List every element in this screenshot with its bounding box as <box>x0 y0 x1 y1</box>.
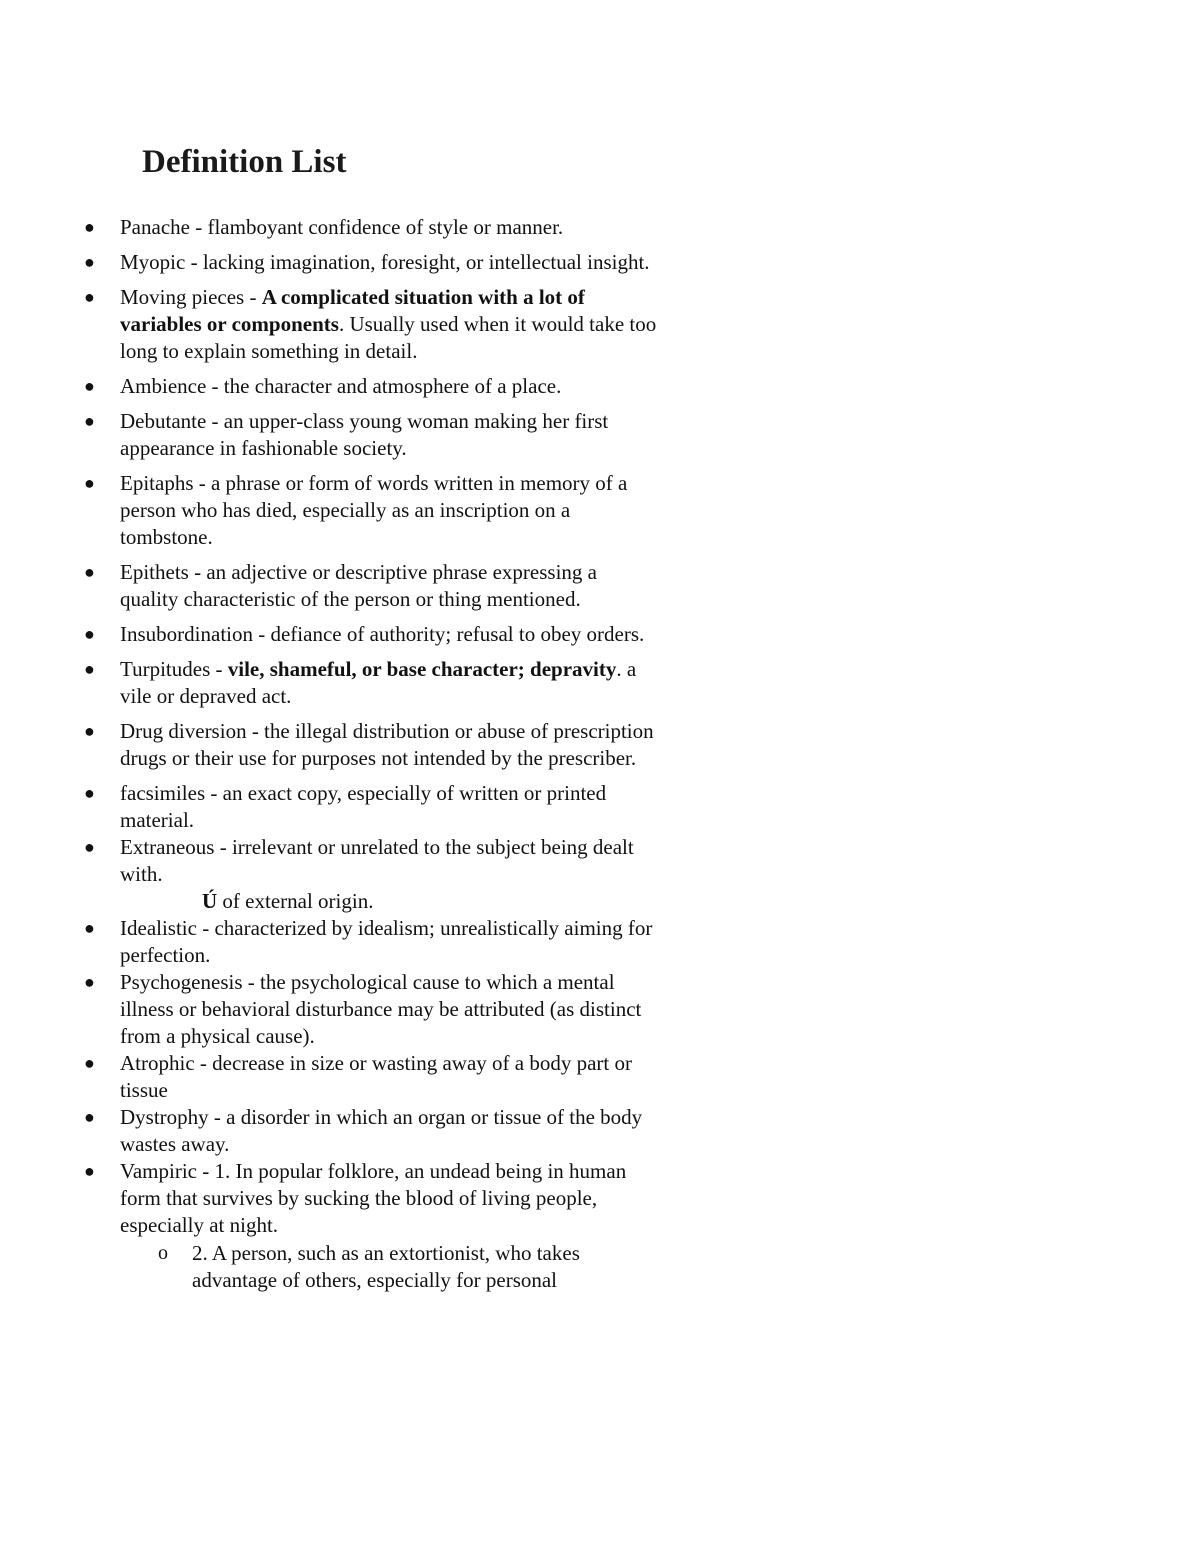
bullet-icon: ● <box>84 217 95 237</box>
list-item <box>0 1158 660 1294</box>
item-term: Moving pieces - <box>120 285 262 309</box>
list-item <box>0 214 660 241</box>
item-text: facsimiles - an exact copy, especially of written or printed material. <box>120 781 607 832</box>
list-item <box>0 470 660 551</box>
list-item <box>0 559 660 613</box>
item-text: Epithets - an adjective or descriptive phrase expressing a quality characteristic of the person or thing mentioned. <box>120 560 597 611</box>
bullet-icon: ● <box>84 659 95 679</box>
bullet-icon: ● <box>84 972 95 992</box>
item-text: Idealistic - characterized by idealism; unrealistically aiming for perfection. <box>120 916 653 967</box>
item-text: Myopic - lacking imagination, foresight, or intellectual insight. <box>120 250 650 274</box>
list-item <box>0 780 660 834</box>
item-text: Extraneous - irrelevant or unrelated to the subject being dealt with. <box>120 835 634 886</box>
bullet-icon: ● <box>84 562 95 582</box>
page-title: Definition List <box>142 144 347 180</box>
list-item <box>0 656 660 710</box>
item-text: Ambience - the character and atmosphere of a place. <box>120 374 562 398</box>
bullet-icon: ● <box>84 721 95 741</box>
item-extra-line <box>120 888 660 915</box>
definition-list <box>0 214 660 1294</box>
bullet-icon: ● <box>84 1161 95 1181</box>
item-bold-definition: A complicated situation with a lot of variables or components <box>120 285 585 336</box>
list-item <box>0 718 660 772</box>
item-text: Psychogenesis - the psychological cause to which a mental illness or behavioral disturbance may be attributed (as distinct from a physical cause). <box>120 970 642 1048</box>
item-extra-text: of external origin. <box>217 889 374 913</box>
bullet-icon: ● <box>84 287 95 307</box>
list-item <box>0 969 660 1050</box>
list-item <box>0 284 660 365</box>
list-item <box>0 621 660 648</box>
item-text: Epitaphs - a phrase or form of words written in memory of a person who has died, especially as an inscription on a tombstone. <box>120 471 628 549</box>
bullet-icon: ● <box>84 783 95 803</box>
item-bold-definition: vile, shameful, or base character; depravity <box>227 657 617 681</box>
item-text: Debutante - an upper-class young woman making her first appearance in fashionable society. <box>120 409 609 460</box>
symbol-mark: Ú <box>202 889 218 913</box>
item-text: Vampiric - 1. In popular folklore, an undead being in human form that survives by sucking the blood of living people, especially at night. <box>120 1159 627 1237</box>
item-text: . Usually used when it would take too long to explain something in detail. <box>120 312 657 363</box>
bullet-icon: ● <box>84 252 95 272</box>
sub-item-text: 2. A person, such as an extortionist, who takes advantage of others, especially for personal <box>192 1241 580 1292</box>
list-item <box>0 1050 660 1104</box>
bullet-icon: ● <box>84 376 95 396</box>
list-item <box>0 915 660 969</box>
bullet-icon: ● <box>84 1053 95 1073</box>
list-item <box>0 373 660 400</box>
item-text: . a vile or depraved act. <box>120 657 637 708</box>
sub-list-item <box>120 1240 660 1294</box>
bullet-icon: ● <box>84 473 95 493</box>
item-text: Drug diversion - the illegal distribution or abuse of prescription drugs or their use for purposes not intended by the prescriber. <box>120 719 654 770</box>
bullet-icon: ● <box>84 411 95 431</box>
bullet-icon: ● <box>84 837 95 857</box>
list-item <box>0 1104 660 1158</box>
list-item <box>0 249 660 276</box>
hollow-bullet-icon: o <box>158 1242 168 1264</box>
item-text: Atrophic - decrease in size or wasting away of a body part or tissue <box>120 1051 632 1102</box>
bullet-icon: ● <box>84 918 95 938</box>
bullet-icon: ● <box>84 1107 95 1127</box>
item-term: Turpitudes - <box>120 657 228 681</box>
bullet-icon: ● <box>84 624 95 644</box>
item-text: Dystrophy - a disorder in which an organ or tissue of the body wastes away. <box>120 1105 643 1156</box>
item-text: Insubordination - defiance of authority; refusal to obey orders. <box>120 622 645 646</box>
list-item <box>0 408 660 462</box>
list-item <box>0 834 660 915</box>
item-text: Panache - flamboyant confidence of style or manner. <box>120 215 564 239</box>
